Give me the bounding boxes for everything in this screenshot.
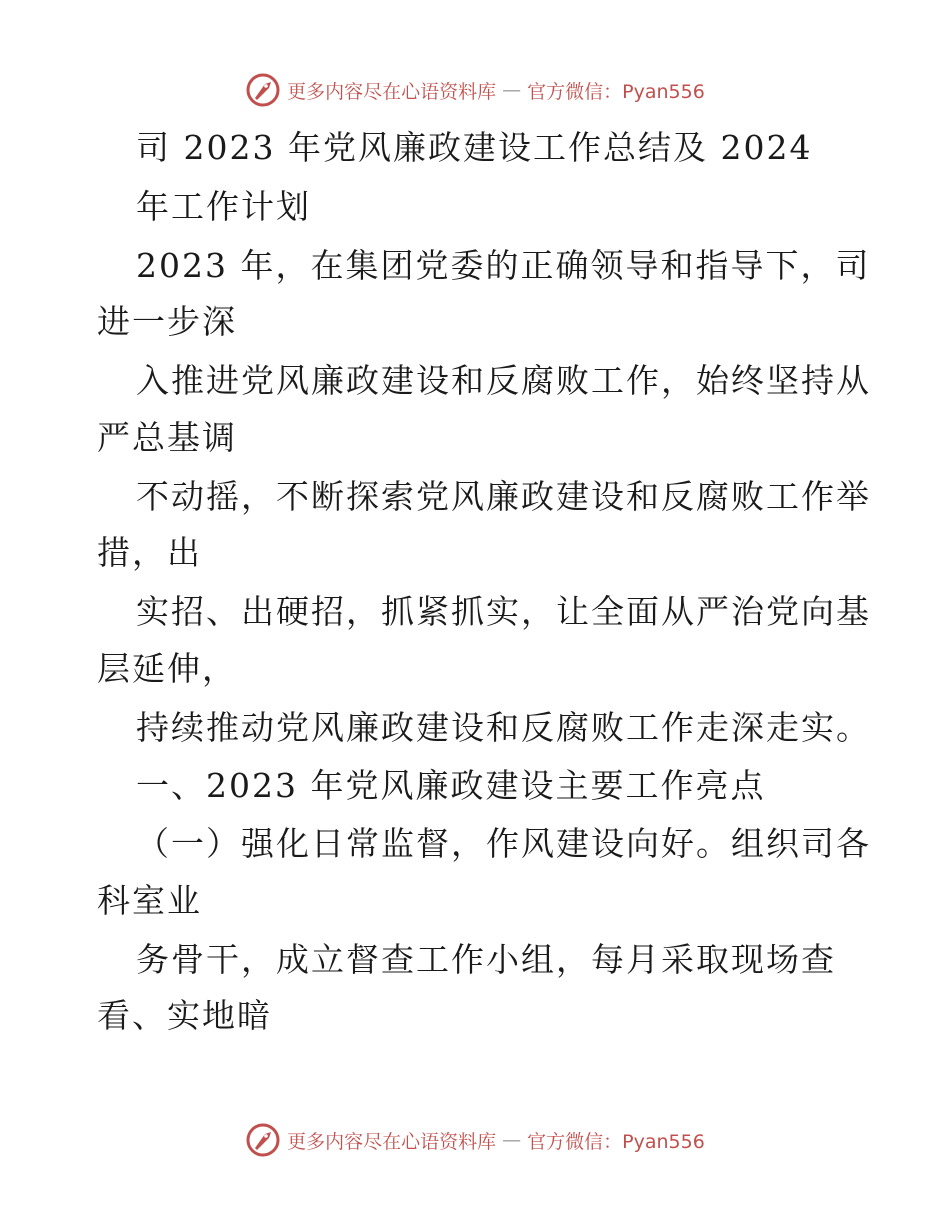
watermark-dash: —: [502, 79, 522, 101]
watermark-contact: 官方微信：Pyan556: [527, 80, 705, 103]
paragraph-line: 层延伸，: [97, 649, 237, 688]
paragraph-line: 不动摇，不断探索党风廉政建设和反腐败工作举: [136, 477, 871, 516]
document-title-line-2: 年工作计划: [136, 187, 311, 226]
paragraph-line: 2023 年，在集团党委的正确领导和指导下，司: [136, 246, 871, 285]
paragraph-line: 严总基调: [97, 418, 237, 457]
paragraph-line: 持续推动党风廉政建设和反腐败工作走深走实。: [136, 708, 871, 747]
paragraph-line: 务骨干，成立督查工作小组，每月采取现场查: [136, 940, 836, 979]
watermark-text: 更多内容尽在心语资料库: [287, 80, 497, 103]
watermark-dash: —: [502, 1129, 522, 1151]
paragraph-line: 措，出: [97, 533, 202, 572]
document-title-line-1: 司 2023 年党风廉政建设工作总结及 2024: [136, 128, 813, 167]
paragraph-line: 看、实地暗: [97, 996, 272, 1035]
paragraph-line: 入推进党风廉政建设和反腐败工作，始终坚持从: [136, 361, 871, 400]
pen-nib-circle-icon: [245, 1122, 281, 1158]
paragraph-line: 科室业: [97, 881, 202, 920]
footer-watermark: [0, 1122, 950, 1158]
section-heading: 一、2023 年党风廉政建设主要工作亮点: [136, 766, 766, 805]
watermark-text: 更多内容尽在心语资料库: [287, 1130, 497, 1153]
paragraph-line: 进一步深: [97, 302, 237, 341]
watermark-contact: 官方微信：Pyan556: [527, 1130, 705, 1153]
paragraph-line: （一）强化日常监督，作风建设向好。组织司各: [136, 824, 871, 863]
paragraph-line: 实招、出硬招，抓紧抓实，让全面从严治党向基: [136, 592, 871, 631]
